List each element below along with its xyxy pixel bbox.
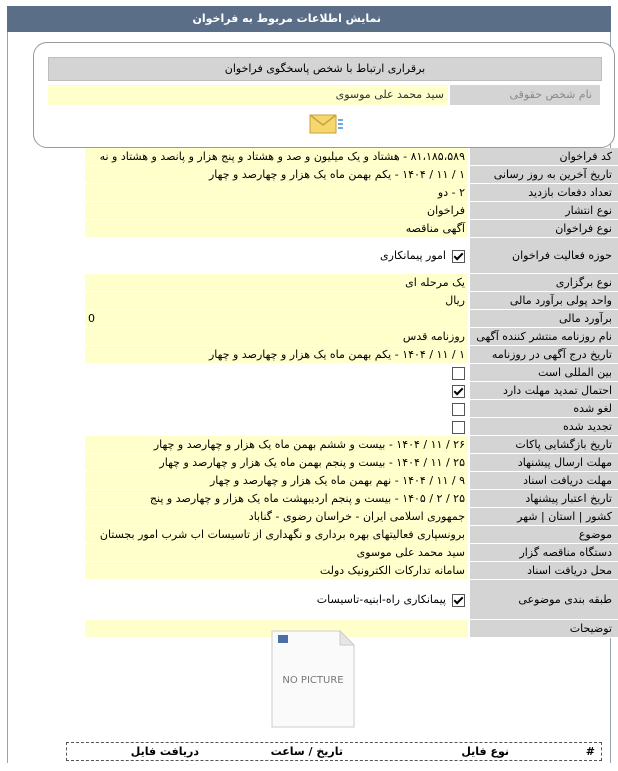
row-label: طبقه بندی موضوعی <box>470 580 618 620</box>
category-checkbox[interactable] <box>452 594 465 607</box>
docs-deadline-value: ۹ / ۱۱ / ۱۴۰۴ - نهم بهمن ماه یک هزار و چهارصد و چهار <box>85 472 468 490</box>
row-label: کشور | استان | شهر <box>470 508 618 526</box>
row-label: مهلت دریافت اسناد <box>470 472 618 490</box>
newspaper-value: روزنامه قدس <box>85 328 468 346</box>
cancelled-value <box>85 400 468 418</box>
row-label: واحد پولی برآورد مالی <box>470 292 618 310</box>
row-label: موضوع <box>470 526 618 544</box>
row-label: محل دریافت اسناد <box>470 562 618 580</box>
contact-person-value: سید محمد علی موسوی <box>48 85 448 105</box>
row-label: احتمال تمدید مهلت دارد <box>470 382 618 400</box>
publish-type-value: فراخوان <box>85 202 468 220</box>
row-label: توضیحات <box>470 620 618 638</box>
files-table-header <box>66 742 602 761</box>
renewed-value <box>85 418 468 436</box>
contact-heading-button[interactable]: برقراری ارتباط با شخص پاسخگوی فراخوان <box>48 57 602 81</box>
row-label: کد فراخوان <box>470 148 618 166</box>
international-checkbox[interactable] <box>452 367 465 380</box>
holding-type-value: یک مرحله ای <box>85 274 468 292</box>
mail-icon[interactable] <box>308 111 344 137</box>
validity-value: ۲۵ / ۲ / ۱۴۰۵ - بیست و پنجم اردیبهشت ماه یک هزار و چهارصد و پنج <box>85 490 468 508</box>
submit-deadline-value: ۲۵ / ۱۱ / ۱۴۰۴ - بیست و پنجم بهمن ماه یک هزار و چهارصد و چهار <box>85 454 468 472</box>
extension-value <box>85 382 468 400</box>
last-update-value: ۱ / ۱۱ / ۱۴۰۴ - یکم بهمن ماه یک هزار و چهارصد و چهار <box>85 166 468 184</box>
activity-label: امور پیمانکاری <box>380 249 446 262</box>
activity-value <box>85 238 468 274</box>
row-label: نوع فراخوان <box>470 220 618 238</box>
opening-date-value: ۲۶ / ۱۱ / ۱۴۰۴ - بیست و ششم بهمن ماه یک هزار و چهارصد و چهار <box>85 436 468 454</box>
row-label: مهلت ارسال پیشنهاد <box>470 454 618 472</box>
views-value: ۲ - دو <box>85 184 468 202</box>
no-picture-image <box>270 629 356 729</box>
location-value: جمهوری اسلامی ایران - خراسان رضوی - گناباد <box>85 508 468 526</box>
tender-code-value: ۸۱،۱۸۵،۵۸۹ - هشتاد و یک میلیون و صد و هشتاد و پنج هزار و پانصد و هشتاد و نه <box>85 148 468 166</box>
row-label: دستگاه مناقصه گزار <box>470 544 618 562</box>
category-label: پیمانکاری راه-ابنیه-تاسیسات <box>316 593 446 606</box>
files-col-num: # <box>585 745 595 758</box>
row-label: تاریخ درج آگهی در روزنامه <box>470 346 618 364</box>
files-col-type: نوع فایل <box>461 745 509 758</box>
row-label: حوزه فعالیت فراخوان <box>470 238 618 274</box>
files-col-date: تاریخ / ساعت <box>270 745 343 758</box>
row-label: نوع انتشار <box>470 202 618 220</box>
subject-value: برونسپاری فعالیتهای بهره برداری و نگهداری از تاسیسات اب شرب امور بجستان <box>85 526 468 544</box>
currency-value: ریال <box>85 292 468 310</box>
ad-date-value: ۱ / ۱۱ / ۱۴۰۴ - یکم بهمن ماه یک هزار و چهارصد و چهار <box>85 346 468 364</box>
contact-person-label: نام شخص حقوقی <box>450 85 600 105</box>
row-label: تاریخ بازگشایی پاکات <box>470 436 618 454</box>
row-label: تاریخ اعتبار پیشنهاد <box>470 490 618 508</box>
tender-type-value: آگهی مناقصه <box>85 220 468 238</box>
international-value <box>85 364 468 382</box>
extension-checkbox[interactable] <box>452 385 465 398</box>
estimate-value: 0 <box>85 310 468 328</box>
organizer-value: سید محمد علی موسوی <box>85 544 468 562</box>
row-label: نام روزنامه منتشر کننده آگهی <box>470 328 618 346</box>
cancelled-checkbox[interactable] <box>452 403 465 416</box>
row-label: تعداد دفعات بازدید <box>470 184 618 202</box>
row-label: لغو شده <box>470 400 618 418</box>
files-col-receive: دریافت فایل <box>130 745 199 758</box>
category-value <box>85 580 468 620</box>
page-title-bar <box>7 6 611 32</box>
row-label: تاریخ آخرین به روز رسانی <box>470 166 618 184</box>
row-label: تجدید شده <box>470 418 618 436</box>
activity-checkbox[interactable] <box>452 250 465 263</box>
no-picture-text: NO PICTURE <box>282 675 344 686</box>
row-label: بین المللی است <box>470 364 618 382</box>
row-label: نوع برگزاری <box>470 274 618 292</box>
row-label: برآورد مالی <box>470 310 618 328</box>
renewed-checkbox[interactable] <box>452 421 465 434</box>
docs-place-value: سامانه تدارکات الکترونیک دولت <box>85 562 468 580</box>
contact-panel <box>33 42 615 148</box>
page-title: نمایش اطلاعات مربوط به فراخوان <box>192 12 381 25</box>
